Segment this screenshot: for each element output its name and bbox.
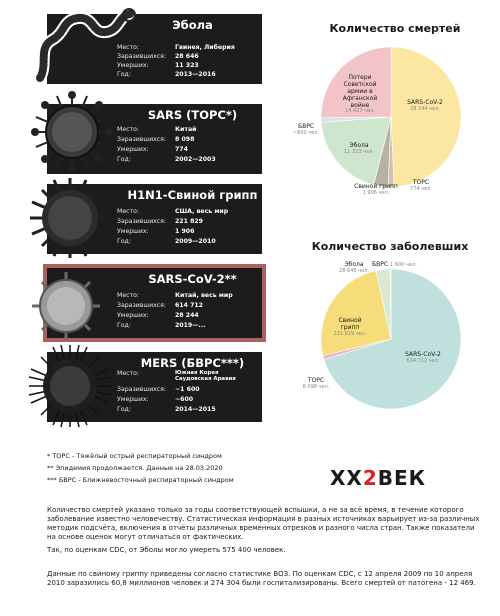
slice-label: ТОРС: [412, 179, 430, 186]
row-value: 2014—2015: [175, 406, 216, 413]
row-value: ~1 600: [175, 386, 200, 393]
deaths-pie-chart: [316, 42, 466, 192]
row-value: 11 323: [175, 62, 199, 69]
slice-label: Потери Советской армии в Афганской войне: [342, 74, 378, 109]
row-value: 2009—2010: [175, 238, 216, 245]
slice-label: БВРС: [297, 123, 315, 130]
row-key: Заразившихся:: [117, 386, 166, 393]
row-key: Умерших:: [117, 396, 149, 403]
row-value: 221 829: [175, 218, 203, 225]
slice-value: ~600 чел.: [292, 129, 320, 136]
slice-value: 1 600 чел.: [389, 262, 417, 268]
card-title: MERS (БВРС***): [140, 356, 245, 370]
label-sarscov2: [395, 100, 455, 113]
row-value: 774: [175, 146, 188, 153]
row-value: 1 906: [175, 228, 195, 235]
row-key: Место:: [117, 370, 140, 377]
slice-value: 28 646 чел.: [339, 267, 369, 274]
row-value: 614 712: [175, 302, 203, 309]
row-value: США, весь мир: [175, 208, 229, 215]
row-key: Год:: [117, 156, 131, 163]
row-key: Умерших:: [117, 312, 149, 319]
paragraph-cdc-ebola: Так, по оценкам CDC, от Эболы могло умереть 575 400 человек.: [47, 546, 286, 554]
slice-label: SARS-CoV-2: [407, 99, 443, 106]
label-bvrs: [286, 124, 326, 137]
row-key: Заразившихся:: [117, 136, 166, 143]
label-ebola: [334, 143, 384, 156]
slice-label: ТОРС: [307, 377, 325, 384]
row-key: Заразившихся:: [117, 218, 166, 225]
row-key: Год:: [117, 322, 131, 329]
row-value: 28 244: [175, 312, 199, 319]
card-title: H1N1-Свиной грипп: [127, 188, 258, 202]
row-value: Гвинея, Либерия: [175, 44, 235, 51]
footnote-tors: * ТОРС - Тяжёлый острый респираторный синдром: [47, 452, 222, 460]
logo-left: XX: [330, 466, 363, 490]
row-value: Китай, весь мир: [175, 292, 233, 299]
label-cases-swine: [330, 318, 370, 338]
row-value: 2002—2003: [175, 156, 216, 163]
row-key: Место:: [117, 126, 140, 133]
label-cases-ebola: [334, 262, 374, 275]
cases-pie-chart: [316, 264, 466, 414]
footnote-epidemic: ** Эпидемия продолжается. Данные на 28.03.2020: [47, 464, 223, 472]
footnote-bvrs: *** БВРС - Ближневосточный респираторный синдром: [47, 476, 234, 484]
slice-label: Свиной грипп: [354, 183, 398, 190]
row-value: Китай: [175, 126, 197, 133]
row-key: Место:: [117, 208, 140, 215]
row-key: Заразившихся:: [117, 53, 166, 60]
row-key: Заразившихся:: [117, 302, 166, 309]
paragraph-swine-flu: Данные по свиному гриппу приведены согласно статистике ВОЗ. По оценкам CDC, с 12 апреля 2009 по 10 апреля 2010 заразились 60,8 миллионов человек и 274 304 были госпитализированы. Всего смертей от патогена - 12 469.: [47, 570, 476, 588]
sars-virus-illustration: [30, 90, 114, 174]
slice-label: Свиной грипп: [338, 317, 362, 331]
row-value: 8 098: [175, 136, 195, 143]
slice-label: Эбола: [344, 261, 364, 268]
slice-label: БВРС: [372, 261, 389, 268]
row-key: Год:: [117, 71, 131, 78]
card-title: Эбола: [172, 18, 213, 32]
row-key: Место:: [117, 44, 140, 51]
slice-label: SARS-CoV-2: [405, 351, 441, 358]
row-key: Умерших:: [117, 146, 149, 153]
label-swine: [348, 184, 404, 197]
row-key: Год:: [117, 406, 131, 413]
row-value: 2019—...: [175, 322, 206, 329]
row-key: Место:: [117, 292, 140, 299]
row-key: Умерших:: [117, 62, 149, 69]
ebola-virus-illustration: [28, 6, 138, 86]
logo-right: ВЕК: [377, 466, 427, 490]
label-cases-sarscov2: [390, 352, 456, 365]
card-title: SARS-CoV-2**: [148, 272, 237, 286]
label-cases-tors: [296, 378, 336, 391]
slice-value: 8 098 чел.: [302, 383, 330, 390]
row-value: Южная Корея Саудовская Аравия: [175, 370, 236, 382]
sars-cov-2-virus-illustration: [30, 270, 102, 342]
slice-label: Эбола: [349, 142, 369, 149]
label-cases-bvrs: [372, 262, 442, 269]
slice-value: 774 чел.: [410, 185, 432, 192]
slice-value: 614 712 чел.: [406, 357, 440, 364]
deaths-chart-title: Количество смертей: [329, 22, 461, 35]
label-soviet: [335, 75, 385, 115]
slice-value: 1 906 чел.: [362, 189, 390, 196]
slice-value: 14 427 чел.: [345, 108, 375, 115]
paragraph-methodology: Количество смертей указано только за годы соответствующей вспышки, а не за всё время, в течение которого заболевание известно человечеству. Статистическая информация в разных источниках варьирует из-за различных методик подсчёта, включения в отчёты различных временных отрезков и разного числа стран. Также показатели на основе оценок могут отличаться от фактических.: [47, 506, 480, 542]
row-value: 28 646: [175, 53, 199, 60]
pie-slice-0: [391, 47, 461, 187]
mers-virus-illustration: [28, 344, 112, 428]
label-tors: [403, 180, 439, 193]
h1n1-virus-illustration: [28, 176, 112, 260]
row-key: Умерших:: [117, 228, 149, 235]
row-value: ~600: [175, 396, 194, 403]
card-title: SARS (ТОРС*): [147, 108, 238, 122]
slice-value: 28 244 чел.: [410, 105, 440, 112]
row-key: Год:: [117, 238, 131, 245]
slice-value: 11 323 чел.: [344, 148, 374, 155]
logo: [330, 466, 426, 490]
slice-value: 221 829 чел.: [333, 330, 367, 337]
logo-middle: 2: [362, 466, 378, 490]
row-value: 2013—2016: [175, 71, 216, 78]
cases-chart-title: Количество заболевших: [311, 240, 469, 253]
